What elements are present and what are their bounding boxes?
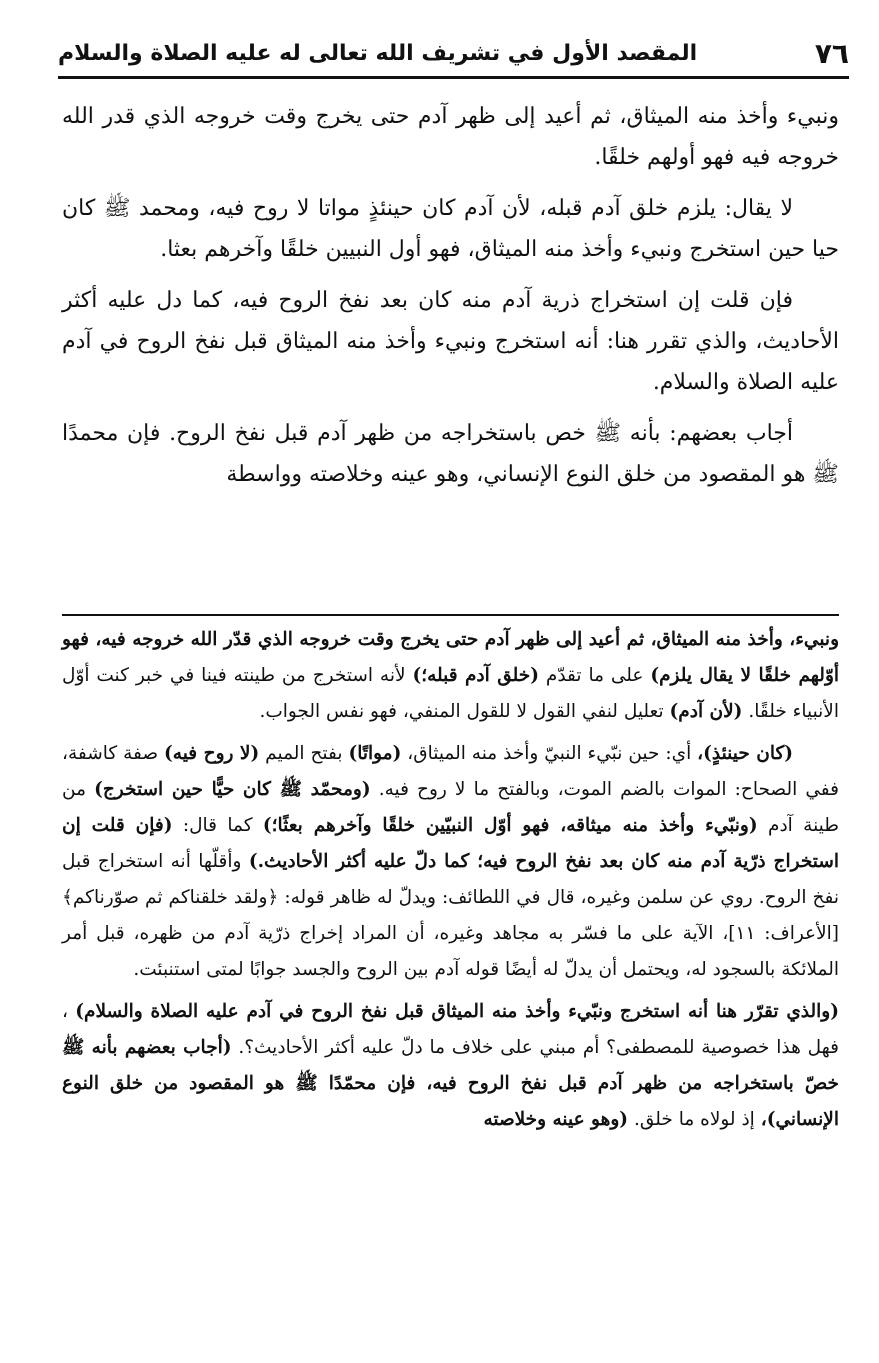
commentary-text: كما قال: xyxy=(182,815,253,836)
quoted-text: (أجاب بعضهم بأنه ﷺ خصّ باستخراجه من ظهر آدم قبل نفخ الروح فيه، فإن محمّدًا ﷺ هو المقصود من خلق النوع الإنساني)، xyxy=(62,1037,839,1130)
commentary-text: لأنه استخرج من طينته فينا في خبر كنت أوّل الأنبياء خلقًا. xyxy=(62,665,839,722)
commentary-text: تعليل لنفي القول لا للقول المنفي، فهو نفس الجواب. xyxy=(259,701,664,722)
commentary-text: على ما تقدّم xyxy=(545,665,644,686)
commentary-paragraph-2 xyxy=(62,736,839,988)
quoted-text: (فإن قلت إن استخراج ذرّية آدم منه كان بعد نفخ الروح فيه؛ كما دلّ عليه أكثر الأحاديث.) xyxy=(62,815,840,872)
commentary-text: ، فهل هذا خصوصية للمصطفى؟ أم مبني على خلاف ما دلّ عليه أكثر الأحاديث؟. xyxy=(62,1001,839,1058)
commentary-text: بفتح الميم xyxy=(265,743,343,764)
footnote-divider xyxy=(62,614,839,616)
main-text xyxy=(62,96,839,505)
quoted-text: (خلق آدم قبله؛) xyxy=(412,665,539,686)
quoted-text: (مواتًا) xyxy=(348,743,402,764)
quoted-text: (ونبّيء وأخذ منه ميثاقه، فهو أوّل النبيّين خلقًا وآخرهم بعثًا؛) xyxy=(262,815,758,836)
quoted-text: (كان حينئذٍ)، xyxy=(697,743,794,764)
main-paragraph-3: فإن قلت إن استخراج ذرية آدم منه كان بعد نفخ الروح فيه، كما دل عليه أكثر الأحاديث، والذي تقرر هنا: أنه استخرج ونبيء وأخذ منه الميثاق قبل نفخ الروح في آدم عليه الصلاة والسلام. xyxy=(62,288,839,395)
quoted-text: (لا روح فيه) xyxy=(164,743,260,764)
quoted-text: ونبيء، وأخذ منه الميثاق، ثم أعيد إلى ظهر آدم حتى يخرج وقت خروجه الذي قدّر الله خروجه فيه، فهو أوّلهم خلقًا لا يقال يلزم) xyxy=(62,629,840,686)
commentary-text: إذ لولاه ما خلق. xyxy=(633,1109,755,1130)
main-paragraph-4: أجاب بعضهم: بأنه ﷺ خص باستخراجه من ظهر آدم قبل نفخ الروح. فإن محمدًا ﷺ هو المقصود من خلق النوع الإنساني، وهو عينه وخلاصته وواسطة xyxy=(62,421,839,487)
commentary xyxy=(62,622,839,1144)
main-paragraph-1: ونبيء وأخذ منه الميثاق، ثم أعيد إلى ظهر آدم حتى يخرج وقت خروجه الذي قدر الله خروجه فيه فهو أولهم خلقًا. xyxy=(62,104,839,170)
quoted-text: (ومحمّد ﷺ كان حيًّا حين استخرج) xyxy=(94,779,371,800)
commentary-text: صفة كاشفة، ففي الصحاح: الموات بالضم الموت، وبالفتح ما لا روح فيه. xyxy=(62,743,839,800)
main-paragraph-2: لا يقال: يلزم خلق آدم قبله، لأن آدم كان حينئذٍ مواتا لا روح فيه، ومحمد ﷺ كان حيا حين استخرج ونبيء وأخذ منه الميثاق، فهو أول النبيين خلقًا وآخرهم بعثا. xyxy=(62,196,839,262)
commentary-paragraph-3 xyxy=(62,994,839,1138)
commentary-text: وأقلّها أنه استخراج قبل نفخ الروح. روي عن سلمن وغيره، قال في اللطائف: ويدلّ له ظاهر قوله: ﴿ولقد خلقناكم ثم صوّرناكم﴾ [الأعراف: ١١]، الآية على ما فسّر به مجاهد وغيره، أن المراد إخراج ذرّية آدم من ظهره، قبل أمر الملائكة بالسجود له، ويحتمل أن يدلّ له أيضًا قوله آدم بين الروح والجسد جوابًا لمتى استنبئت. xyxy=(62,851,839,980)
page-header xyxy=(58,30,849,79)
page-number: ٧٦ xyxy=(814,36,849,70)
running-title: المقصد الأول في تشريف الله تعالى له عليه الصلاة والسلام xyxy=(58,40,698,66)
commentary-text: أي: حين نبّيء النبيّ وأخذ منه الميثاق، xyxy=(407,743,692,764)
quoted-text: (وهو عينه وخلاصته xyxy=(483,1109,629,1130)
commentary-text: من طينة آدم xyxy=(62,779,839,836)
quoted-text: (لأن آدم) xyxy=(669,701,743,722)
quoted-text: (والذي تقرّر هنا أنه استخرج ونبّيء وأخذ منه الميثاق قبل نفخ الروح في آدم عليه الصلاة والسلام) xyxy=(75,1001,839,1022)
commentary-paragraph-1 xyxy=(62,622,839,730)
